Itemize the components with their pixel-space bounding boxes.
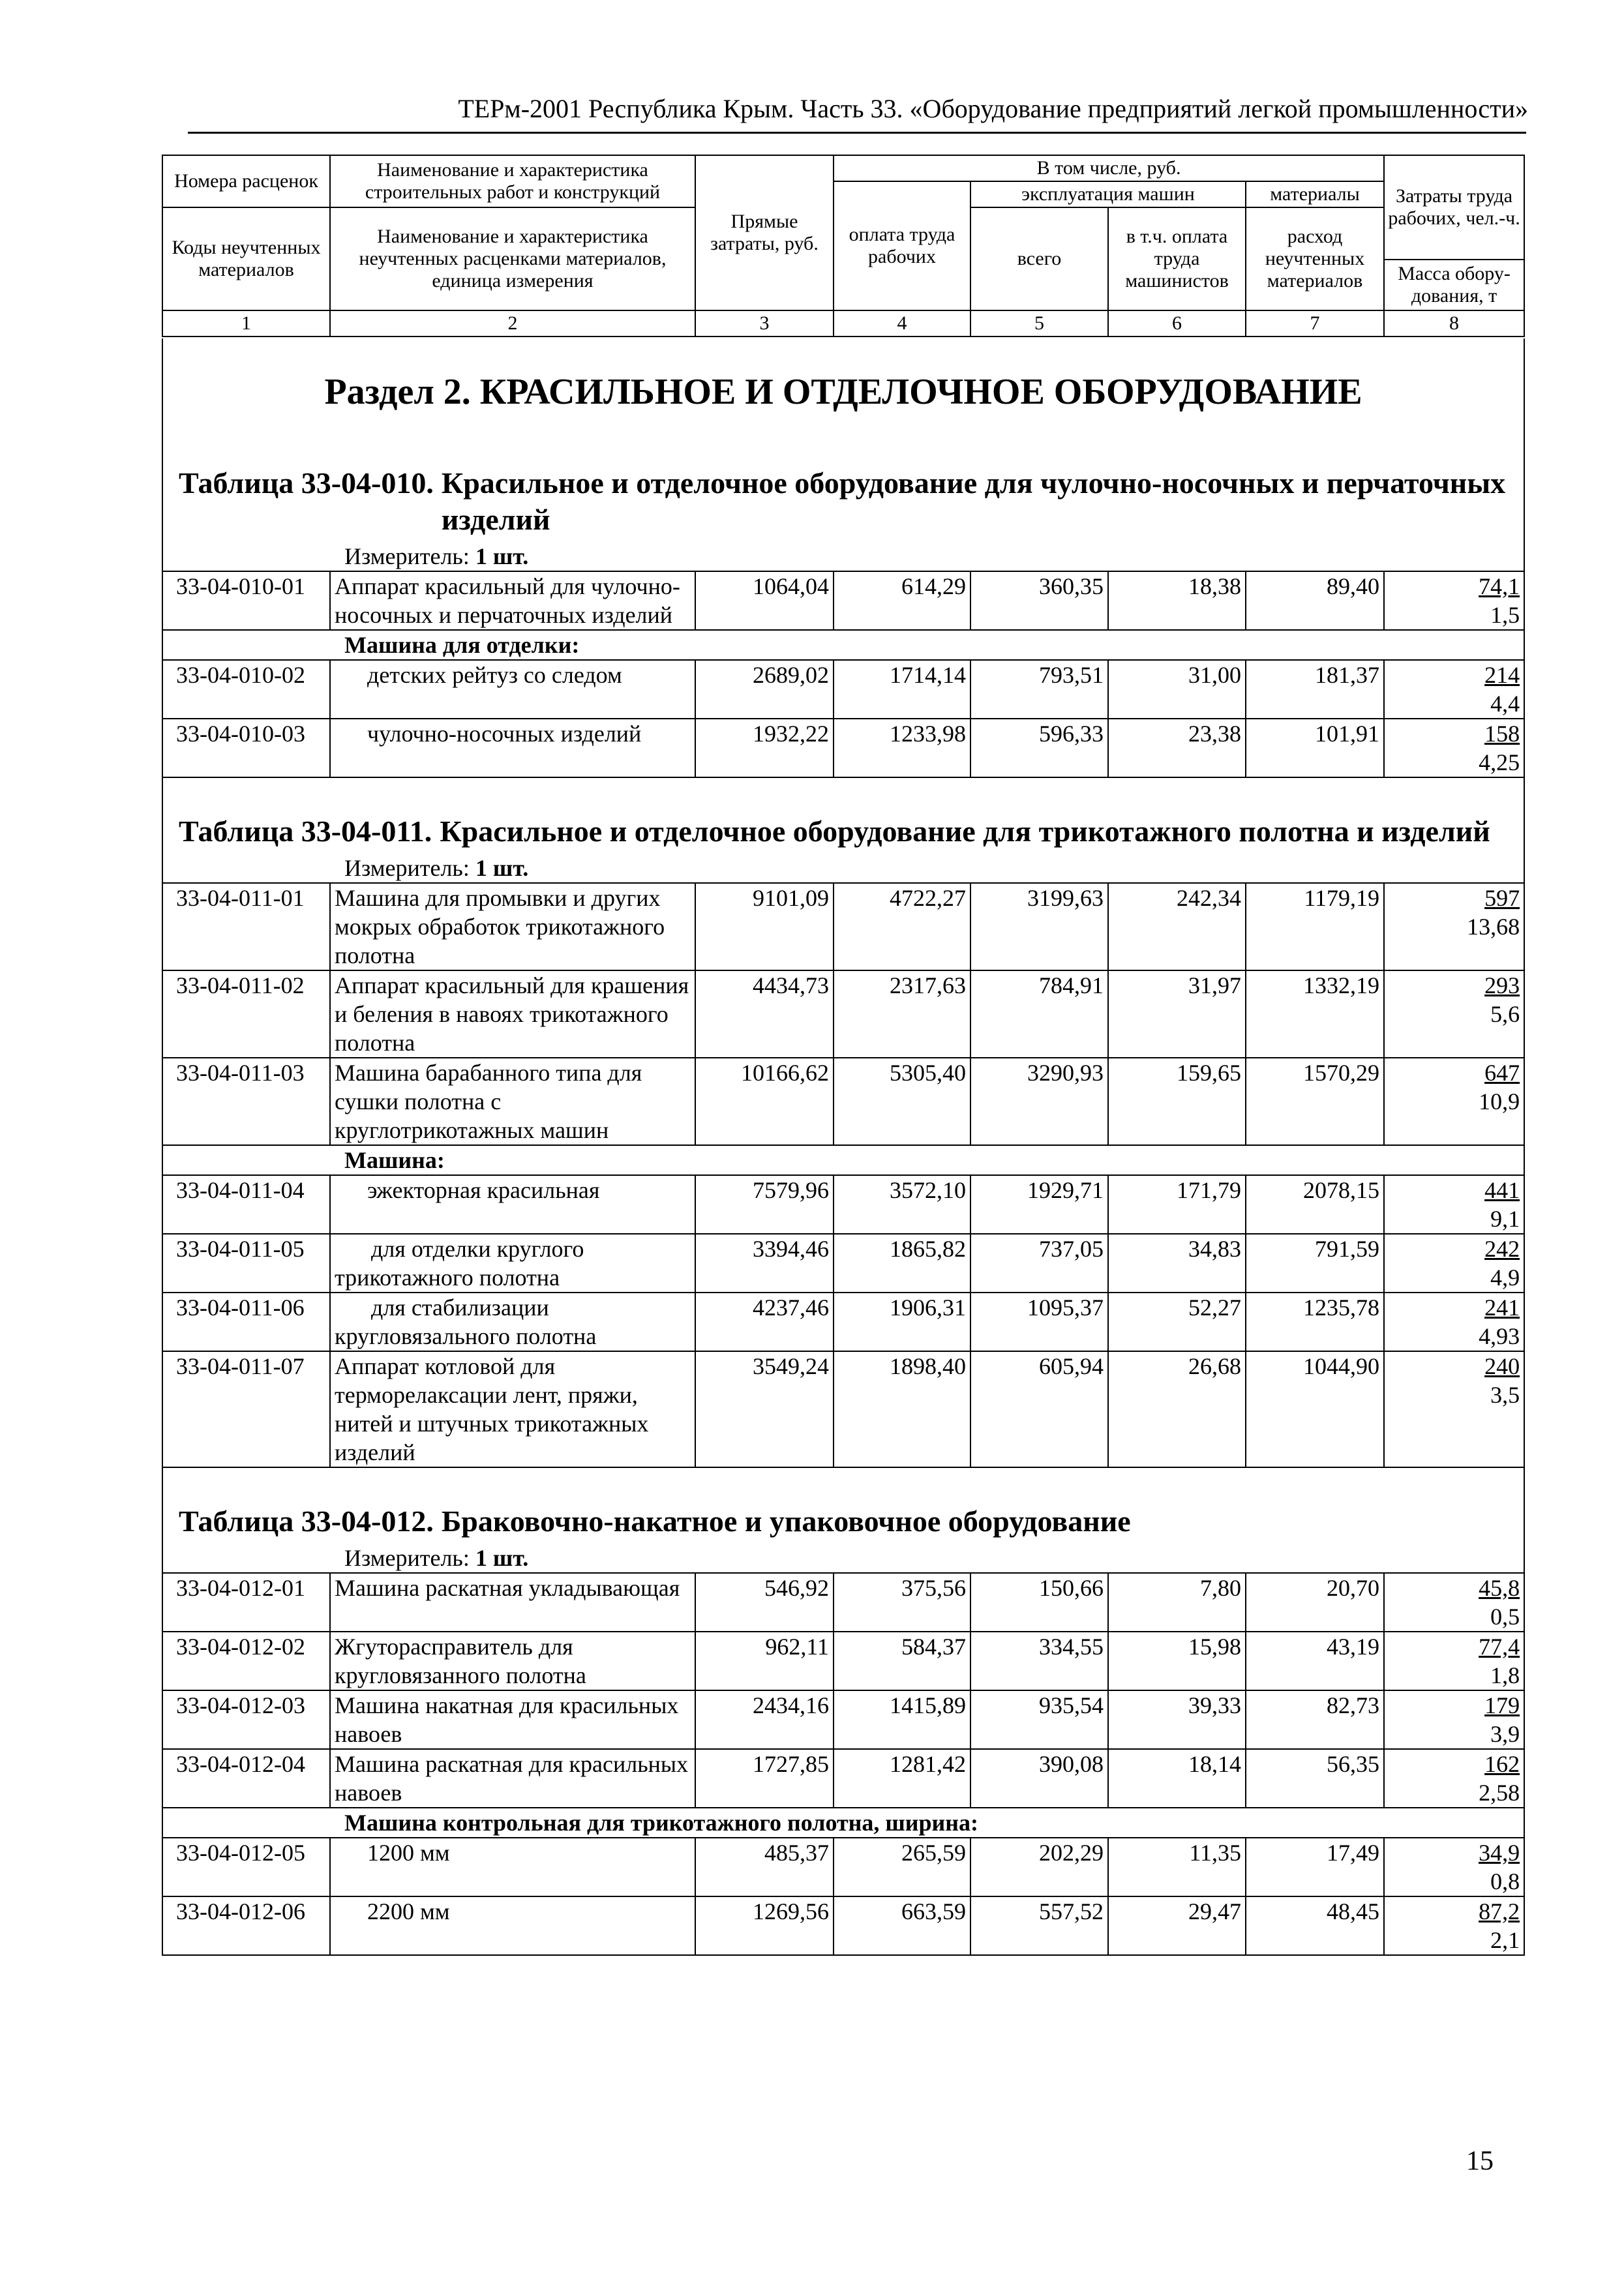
labor-mass-cell (1384, 883, 1524, 970)
rate-code-cell: 33-04-012-01 (162, 1573, 330, 1632)
materials-cell: 1570,29 (1246, 1058, 1384, 1145)
table-number: Таблица 33-04-010. (179, 466, 434, 500)
work-name-cell: эжекторная красильная (330, 1175, 695, 1234)
column-number: 6 (1108, 310, 1246, 337)
header-rule (188, 132, 1526, 134)
labor-mass-cell (1384, 1293, 1524, 1351)
machines-total-cell: 360,35 (970, 571, 1108, 630)
labor-mass-cell (1384, 1351, 1524, 1467)
table-row (162, 1351, 1524, 1467)
machines-total-cell: 557,52 (970, 1896, 1108, 1955)
labor-pay-cell: 4722,27 (834, 883, 970, 970)
labor-hours-value: 214 (1484, 662, 1520, 688)
labor-pay-cell: 1906,31 (834, 1293, 970, 1351)
labor-pay-cell: 5305,40 (834, 1058, 970, 1145)
work-name-cell: Машина накатная для красильных навоев (330, 1690, 695, 1749)
equipment-mass-value: 4,93 (1479, 1323, 1520, 1349)
table-row (162, 1838, 1524, 1896)
machinists-pay-cell: 159,65 (1108, 1058, 1246, 1145)
direct-cost-cell: 10166,62 (695, 1058, 834, 1145)
materials-cell: 89,40 (1246, 571, 1384, 630)
labor-mass-cell (1384, 1690, 1524, 1749)
table-row (162, 1058, 1524, 1145)
spacer (162, 1467, 1524, 1481)
labor-mass-cell (1384, 660, 1524, 719)
materials-cell: 1179,19 (1246, 883, 1384, 970)
machinists-pay-cell: 26,68 (1108, 1351, 1246, 1467)
labor-pay-cell: 1281,42 (834, 1749, 970, 1808)
labor-pay-cell: 1714,14 (834, 660, 970, 719)
equipment-mass-value: 1,5 (1490, 602, 1520, 628)
rate-code-cell: 33-04-010-03 (162, 719, 330, 777)
table-row (162, 1690, 1524, 1749)
table-row (162, 1632, 1524, 1690)
machines-total-cell: 935,54 (970, 1690, 1108, 1749)
direct-cost-cell: 1064,04 (695, 571, 834, 630)
measure-line (162, 538, 1524, 571)
work-name-cell: Машина раскатная укладывающая (330, 1573, 695, 1632)
equipment-mass-value: 3,9 (1490, 1721, 1520, 1747)
labor-hours-value: 647 (1484, 1060, 1520, 1086)
header-unaccounted-materials: расход неучтенных материалов (1246, 207, 1384, 310)
rate-code-cell: 33-04-010-02 (162, 660, 330, 719)
work-name-cell: чулочно-носочных изделий (330, 719, 695, 777)
equipment-mass-value: 4,25 (1479, 749, 1520, 775)
labor-mass-cell (1384, 1749, 1524, 1808)
measure-unit: 1 шт. (475, 543, 529, 569)
machinists-pay-cell: 39,33 (1108, 1690, 1246, 1749)
measure-unit: 1 шт. (475, 1545, 529, 1571)
group-heading: Машина: (162, 1145, 1524, 1175)
column-number: 1 (162, 310, 330, 337)
group-heading: Машина контрольная для трикотажного полотна, ширина: (162, 1808, 1524, 1838)
materials-cell: 43,19 (1246, 1632, 1384, 1690)
table-header (162, 155, 1525, 337)
header-labor-costs: Затраты труда рабочих, чел.-ч. (1384, 155, 1524, 260)
work-name-cell: детских рейтуз со следом (330, 660, 695, 719)
labor-hours-value: 162 (1484, 1751, 1520, 1777)
machinists-pay-cell: 15,98 (1108, 1632, 1246, 1690)
column-number: 2 (330, 310, 695, 337)
header-labor-pay: оплата труда рабочих (834, 181, 970, 310)
machinists-pay-cell: 242,34 (1108, 883, 1246, 970)
measure-line (162, 1540, 1524, 1573)
labor-hours-value: 242 (1484, 1236, 1520, 1262)
labor-hours-value: 441 (1484, 1177, 1520, 1203)
labor-hours-value: 74,1 (1479, 573, 1520, 599)
column-number: 7 (1246, 310, 1384, 337)
table-title (162, 791, 1524, 850)
labor-hours-value: 597 (1484, 885, 1520, 911)
machines-total-cell: 784,91 (970, 970, 1108, 1058)
rate-code-cell: 33-04-012-04 (162, 1749, 330, 1808)
machinists-pay-cell: 23,38 (1108, 719, 1246, 777)
machinists-pay-cell: 31,97 (1108, 970, 1246, 1058)
direct-cost-cell: 1727,85 (695, 1749, 834, 1808)
machines-total-cell: 605,94 (970, 1351, 1108, 1467)
header-direct-costs: Прямые затраты, руб. (695, 155, 834, 310)
materials-cell: 791,59 (1246, 1234, 1384, 1293)
labor-hours-value: 240 (1484, 1353, 1520, 1379)
labor-pay-cell: 3572,10 (834, 1175, 970, 1234)
spacer (162, 777, 1524, 791)
machinists-pay-cell: 7,80 (1108, 1573, 1246, 1632)
table-row (162, 571, 1524, 630)
direct-cost-cell: 962,11 (695, 1632, 834, 1690)
table-name: Красильное и отделочное оборудование для чулочно-носочных и перчаточных изделий (441, 466, 1506, 536)
labor-pay-cell: 2317,63 (834, 970, 970, 1058)
table-row (162, 1896, 1524, 1955)
labor-pay-cell: 1865,82 (834, 1234, 970, 1293)
direct-cost-cell: 546,92 (695, 1573, 834, 1632)
rate-code-cell: 33-04-011-04 (162, 1175, 330, 1234)
labor-hours-value: 179 (1484, 1692, 1520, 1718)
table-row (162, 719, 1524, 777)
table-row (162, 1293, 1524, 1351)
machines-total-cell: 3199,63 (970, 883, 1108, 970)
materials-cell: 48,45 (1246, 1896, 1384, 1955)
labor-hours-value: 158 (1484, 721, 1520, 747)
labor-pay-cell: 1233,98 (834, 719, 970, 777)
table-number: Таблица 33-04-011. (179, 815, 432, 848)
labor-hours-value: 34,9 (1479, 1840, 1520, 1866)
direct-cost-cell: 3549,24 (695, 1351, 834, 1467)
machines-total-cell: 390,08 (970, 1749, 1108, 1808)
direct-cost-cell: 2434,16 (695, 1690, 834, 1749)
section-title: Раздел 2. КРАСИЛЬНОЕ И ОТДЕЛОЧНОЕ ОБОРУДОВАНИЕ (162, 338, 1524, 443)
equipment-mass-value: 4,4 (1490, 691, 1520, 717)
equipment-mass-value: 2,58 (1479, 1780, 1520, 1806)
labor-hours-value: 293 (1484, 972, 1520, 998)
equipment-mass-value: 3,5 (1490, 1382, 1520, 1408)
header-machines: эксплуатация машин (970, 181, 1246, 207)
direct-cost-cell: 4434,73 (695, 970, 834, 1058)
direct-cost-cell: 2689,02 (695, 660, 834, 719)
labor-mass-cell (1384, 970, 1524, 1058)
labor-mass-cell (1384, 1058, 1524, 1145)
equipment-mass-value: 10,9 (1479, 1088, 1520, 1115)
header-col1-bottom: Коды неучтенных материалов (162, 207, 330, 310)
direct-cost-cell: 1932,22 (695, 719, 834, 777)
materials-cell: 1044,90 (1246, 1351, 1384, 1467)
labor-mass-cell (1384, 571, 1524, 630)
rate-code-cell: 33-04-011-01 (162, 883, 330, 970)
page-header: ТЕРм-2001 Республика Крым. Часть 33. «Оборудование предприятий легкой промышленности» (458, 94, 1528, 123)
page-number: 15 (1466, 2146, 1494, 2176)
labor-mass-cell (1384, 1175, 1524, 1234)
table-title (162, 443, 1524, 538)
direct-cost-cell: 485,37 (695, 1838, 834, 1896)
work-name-cell: Жгутораспрaвитель для кругловязанного полотна (330, 1632, 695, 1690)
table-name: Красильное и отделочное оборудование для трикотажного полотна и изделий (440, 815, 1490, 848)
machines-total-cell: 1095,37 (970, 1293, 1108, 1351)
materials-cell: 56,35 (1246, 1749, 1384, 1808)
work-name-cell: Машина барабанного типа для сушки полотна с круглотрикотажных машин (330, 1058, 695, 1145)
machines-total-cell: 596,33 (970, 719, 1108, 777)
header-machinists-pay: в т.ч. оплата труда машинистов (1108, 207, 1246, 310)
labor-mass-cell (1384, 1234, 1524, 1293)
table-name: Браковочно-накатное и упаковочное оборудование (441, 1504, 1131, 1538)
equipment-mass-value: 0,8 (1490, 1868, 1520, 1894)
measure-label: Измеритель: (344, 855, 470, 881)
column-number: 4 (834, 310, 970, 337)
rate-code-cell: 33-04-012-05 (162, 1838, 330, 1896)
table-row (162, 1749, 1524, 1808)
machinists-pay-cell: 52,27 (1108, 1293, 1246, 1351)
table-row (162, 1573, 1524, 1632)
direct-cost-cell: 9101,09 (695, 883, 834, 970)
rate-code-cell: 33-04-010-01 (162, 571, 330, 630)
measure-label: Измеритель: (344, 1545, 470, 1571)
labor-hours-value: 45,8 (1479, 1575, 1520, 1601)
labor-mass-cell (1384, 719, 1524, 777)
rate-code-cell: 33-04-011-02 (162, 970, 330, 1058)
rate-code-cell: 33-04-011-06 (162, 1293, 330, 1351)
measure-label: Измеритель: (344, 543, 470, 569)
labor-mass-cell (1384, 1896, 1524, 1955)
labor-pay-cell: 663,59 (834, 1896, 970, 1955)
work-name-cell: Аппарат красильный для крашения и беления в навоях трикотажного полотна (330, 970, 695, 1058)
materials-cell: 82,73 (1246, 1690, 1384, 1749)
machines-total-cell: 150,66 (970, 1573, 1108, 1632)
machinists-pay-cell: 31,00 (1108, 660, 1246, 719)
materials-cell: 2078,15 (1246, 1175, 1384, 1234)
header-col2-bottom: Наименование и характеристика неучтенных расценками материалов, единица измерения (330, 207, 695, 310)
measure-line (162, 850, 1524, 883)
equipment-mass-value: 13,68 (1467, 914, 1520, 940)
table-row (162, 883, 1524, 970)
equipment-mass-value: 4,9 (1490, 1264, 1520, 1291)
column-number: 8 (1384, 310, 1524, 337)
equipment-mass-value: 1,8 (1490, 1662, 1520, 1688)
machinists-pay-cell: 18,14 (1108, 1749, 1246, 1808)
table-title (162, 1481, 1524, 1540)
machinists-pay-cell: 171,79 (1108, 1175, 1246, 1234)
machinists-pay-cell: 34,83 (1108, 1234, 1246, 1293)
materials-cell: 1235,78 (1246, 1293, 1384, 1351)
direct-cost-cell: 4237,46 (695, 1293, 834, 1351)
materials-cell: 1332,19 (1246, 970, 1384, 1058)
price-table (162, 338, 1525, 1956)
table-row (162, 970, 1524, 1058)
labor-pay-cell: 375,56 (834, 1573, 970, 1632)
labor-pay-cell: 1415,89 (834, 1690, 970, 1749)
machines-total-cell: 334,55 (970, 1632, 1108, 1690)
labor-hours-value: 241 (1484, 1294, 1520, 1321)
labor-pay-cell: 614,29 (834, 571, 970, 630)
work-name-cell: Аппарат котловой для терморелаксации лент, пряжи, нитей и штучных трикотажных изделий (330, 1351, 695, 1467)
work-name-cell: 1200 мм (330, 1838, 695, 1896)
column-number: 3 (695, 310, 834, 337)
direct-cost-cell: 7579,96 (695, 1175, 834, 1234)
work-name-cell: Машина для промывки и других мокрых обработок трикотажного полотна (330, 883, 695, 970)
labor-mass-cell (1384, 1573, 1524, 1632)
machinists-pay-cell: 18,38 (1108, 571, 1246, 630)
machinists-pay-cell: 11,35 (1108, 1838, 1246, 1896)
measure-unit: 1 шт. (475, 855, 529, 881)
rate-code-cell: 33-04-011-03 (162, 1058, 330, 1145)
work-name-cell: 2200 мм (330, 1896, 695, 1955)
header-col1-top: Номера расценок (162, 155, 330, 207)
machinists-pay-cell: 29,47 (1108, 1896, 1246, 1955)
rate-code-cell: 33-04-012-02 (162, 1632, 330, 1690)
equipment-mass-value: 5,6 (1490, 1001, 1520, 1027)
materials-cell: 181,37 (1246, 660, 1384, 719)
rate-code-cell: 33-04-012-06 (162, 1896, 330, 1955)
materials-cell: 20,70 (1246, 1573, 1384, 1632)
labor-mass-cell (1384, 1838, 1524, 1896)
work-name-cell: для стабилизации кругловязального полотна (330, 1293, 695, 1351)
machines-total-cell: 793,51 (970, 660, 1108, 719)
materials-cell: 17,49 (1246, 1838, 1384, 1896)
table-number: Таблица 33-04-012. (179, 1504, 434, 1538)
group-heading: Машина для отделки: (162, 630, 1524, 660)
equipment-mass-value: 2,1 (1490, 1927, 1520, 1953)
rate-code-cell: 33-04-011-05 (162, 1234, 330, 1293)
labor-pay-cell: 1898,40 (834, 1351, 970, 1467)
machines-total-cell: 3290,93 (970, 1058, 1108, 1145)
labor-pay-cell: 265,59 (834, 1838, 970, 1896)
header-materials: материалы (1246, 181, 1384, 207)
direct-cost-cell: 3394,46 (695, 1234, 834, 1293)
equipment-mass-value: 0,5 (1490, 1604, 1520, 1630)
table-row (162, 1234, 1524, 1293)
header-col2-top: Наименование и характеристика строительных работ и конструкций (330, 155, 695, 207)
labor-mass-cell (1384, 1632, 1524, 1690)
rate-code-cell: 33-04-011-07 (162, 1351, 330, 1467)
labor-pay-cell: 584,37 (834, 1632, 970, 1690)
work-name-cell: для отделки круглого трикотажного полотна (330, 1234, 695, 1293)
table-row (162, 660, 1524, 719)
table-row (162, 1175, 1524, 1234)
header-machines-total: всего (970, 207, 1108, 310)
materials-cell: 101,91 (1246, 719, 1384, 777)
header-equipment-mass: Масса обору-дования, т (1384, 260, 1524, 310)
machines-total-cell: 737,05 (970, 1234, 1108, 1293)
machines-total-cell: 1929,71 (970, 1175, 1108, 1234)
work-name-cell: Аппарат красильный для чулочно-носочных и перчаточных изделий (330, 571, 695, 630)
direct-cost-cell: 1269,56 (695, 1896, 834, 1955)
equipment-mass-value: 9,1 (1490, 1206, 1520, 1232)
header-in-total: В том числе, руб. (834, 155, 1384, 181)
labor-hours-value: 87,2 (1479, 1898, 1520, 1924)
column-number: 5 (970, 310, 1108, 337)
labor-hours-value: 77,4 (1479, 1634, 1520, 1660)
machines-total-cell: 202,29 (970, 1838, 1108, 1896)
rate-code-cell: 33-04-012-03 (162, 1690, 330, 1749)
work-name-cell: Машина раскатная для красильных навоев (330, 1749, 695, 1808)
